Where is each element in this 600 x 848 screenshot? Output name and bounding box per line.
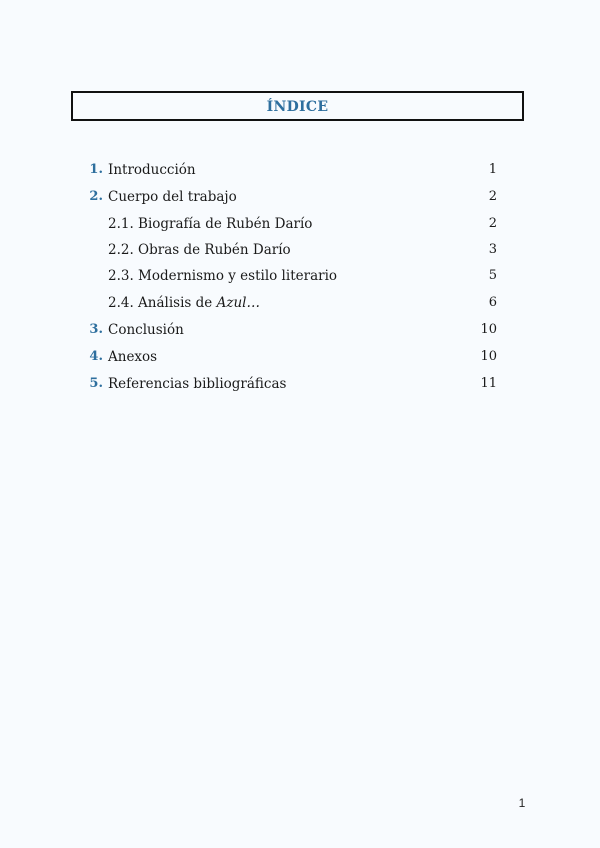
toc-subentry[interactable]	[0, 266, 600, 286]
toc-page: 1	[488, 162, 497, 177]
toc-page: 2	[488, 216, 497, 231]
toc-title: Referencias bibliográficas	[108, 376, 287, 392]
page-number: 1	[518, 796, 526, 810]
toc-page: 10	[480, 322, 497, 337]
toc-page: 6	[488, 295, 497, 310]
toc-number: 3.	[89, 322, 103, 337]
toc-title: 2.3. Modernismo y estilo literario	[108, 268, 338, 284]
toc-entry[interactable]	[0, 374, 600, 394]
toc-number: 1.	[89, 162, 103, 177]
toc-entry[interactable]	[0, 160, 600, 180]
toc-page: 3	[488, 242, 497, 257]
toc-title-italic: Azul…	[216, 295, 260, 311]
toc-number: 4.	[89, 349, 103, 364]
toc-title: 2.2. Obras de Rubén Darío	[108, 242, 291, 258]
toc-title: 2.1. Biografía de Rubén Darío	[108, 216, 313, 232]
toc-page: 10	[480, 349, 497, 364]
toc-subentry[interactable]	[0, 293, 600, 313]
toc-page: 2	[488, 189, 497, 204]
toc-number: 2.	[89, 189, 103, 204]
toc-number: 5.	[89, 376, 103, 391]
toc-title-prefix: 2.4. Análisis de	[108, 295, 217, 311]
toc-title: Conclusión	[108, 322, 184, 338]
index-title: ÍNDICE	[266, 99, 329, 115]
toc-page: 5	[488, 268, 497, 283]
toc-title: Anexos	[108, 349, 158, 365]
toc-entry[interactable]	[0, 187, 600, 207]
toc-title	[108, 293, 260, 313]
toc-page: 11	[480, 376, 497, 391]
toc-subentry[interactable]	[0, 214, 600, 234]
toc-entry[interactable]	[0, 320, 600, 340]
index-title-box	[71, 91, 524, 121]
toc-title: Introducción	[108, 162, 196, 178]
toc-entry[interactable]	[0, 347, 600, 367]
toc-title: Cuerpo del trabajo	[108, 189, 237, 205]
toc-subentry[interactable]	[0, 240, 600, 260]
